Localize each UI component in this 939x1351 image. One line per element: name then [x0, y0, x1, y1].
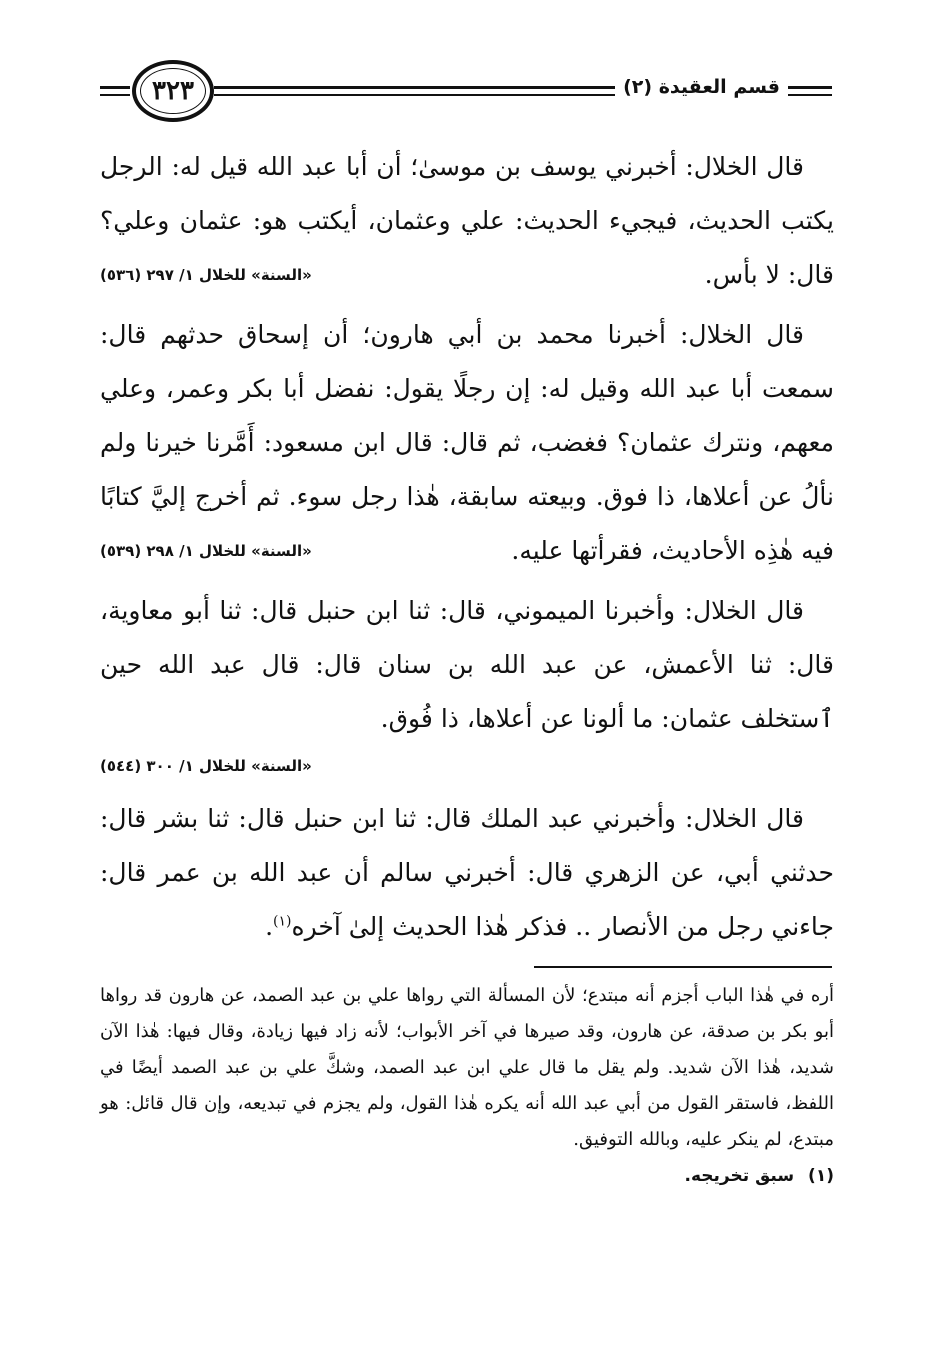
main-text	[100, 140, 834, 954]
paragraph-text: قال الخلال: وأخبرني عبد الملك قال: ثنا ابن حنبل قال: ثنا بشر قال: حدثني أبي، عن الزهري قال: أخبرني سالم أن عبد الله بن عمر قال: جاءني رجل من الأنصار .. فذكر هٰذا الحديث إلىٰ آخره	[100, 804, 834, 941]
page-header	[100, 56, 832, 132]
footnote-continuation: أره في هٰذا الباب أجزم أنه مبتدع؛ لأن المسألة التي رواها علي بن عبد الصمد، عن هارون قد رواها أبو بكر بن صدقة، عن هارون، وقد صيرها في آخر الأبواب؛ لأنه زاد فيها زيادة، وقال فيها: هٰذا الآن شديد، هٰذا الآن شديد. ولم يقل ما قال علي ابن عبد الصمد، وشكَّ علي بن عبد الصمد أيضًا في اللفظ، فاستقر القول من أبي عبد الله أنه يكره هٰذا القول، ولم يجزم في تبديعه، وإن قال قائل: هو مبتدع، لم ينكر عليه، وبالله التوفيق.	[100, 985, 834, 1150]
source-reference: «السنة» للخلال ١/ ٢٩٨ (٥٣٩)	[100, 542, 312, 560]
paragraph-text: قال الخلال: أخبرني يوسف بن موسىٰ؛ أن أبا عبد الله قيل له: الرجل يكتب الحديث، فيجيء الحديث: علي وعثمان، أيكتب هو: عثمان وعلي؟ قال: لا بأس.	[100, 152, 834, 289]
footnote-item	[100, 1158, 834, 1194]
paragraph	[100, 140, 834, 302]
header-rule-left-thin	[100, 94, 130, 96]
source-reference: «السنة» للخلال ١/ ٢٩٧ (٥٣٦)	[100, 266, 312, 284]
footnote-marker[interactable]: (١)	[273, 913, 292, 930]
footnote-text: سبق تخريجه.	[684, 1166, 795, 1186]
footnote-number: (١)	[808, 1166, 834, 1186]
page-number: ٣٢٣	[132, 60, 214, 122]
footnote-separator	[534, 966, 832, 968]
footnotes	[100, 978, 834, 1194]
header-rule-left	[100, 86, 130, 89]
source-reference: «السنة» للخلال ١/ ٣٠٠ (٥٤٤)	[100, 757, 312, 775]
paragraph	[100, 308, 834, 578]
paragraph-text: قال الخلال: وأخبرنا الميموني، قال: ثنا ابن حنبل قال: ثنا أبو معاوية، قال: ثنا الأعمش، عن عبد الله بن سنان قال: قال عبد الله حين ٱستخلف عثمان: ما ألونا عن أعلاها، ذا فُوق.	[100, 596, 834, 733]
paragraph	[100, 584, 834, 746]
paragraph	[100, 792, 834, 954]
source-reference-line	[100, 746, 834, 786]
running-head: قسم العقيدة (٢)	[615, 76, 788, 98]
paragraph-text: قال الخلال: أخبرنا محمد بن أبي هارون؛ أن إسحاق حدثهم قال: سمعت أبا عبد الله وقيل له: إن رجلًا يقول: نفضل أبا بكر وعمر، وعلي معهم، ونترك عثمان؟ فغضب، ثم قال: قال ابن مسعود: أَمَّرنا خيرنا ولم نألُ عن أعلاها، ذا فوق. وبيعته سابقة، هٰذا رجل سوء. ثم أخرج إليَّ كتابًا فيه هٰذِه الأحاديث، فقرأتها عليه.	[100, 320, 834, 565]
sentence-end: .	[265, 912, 274, 941]
